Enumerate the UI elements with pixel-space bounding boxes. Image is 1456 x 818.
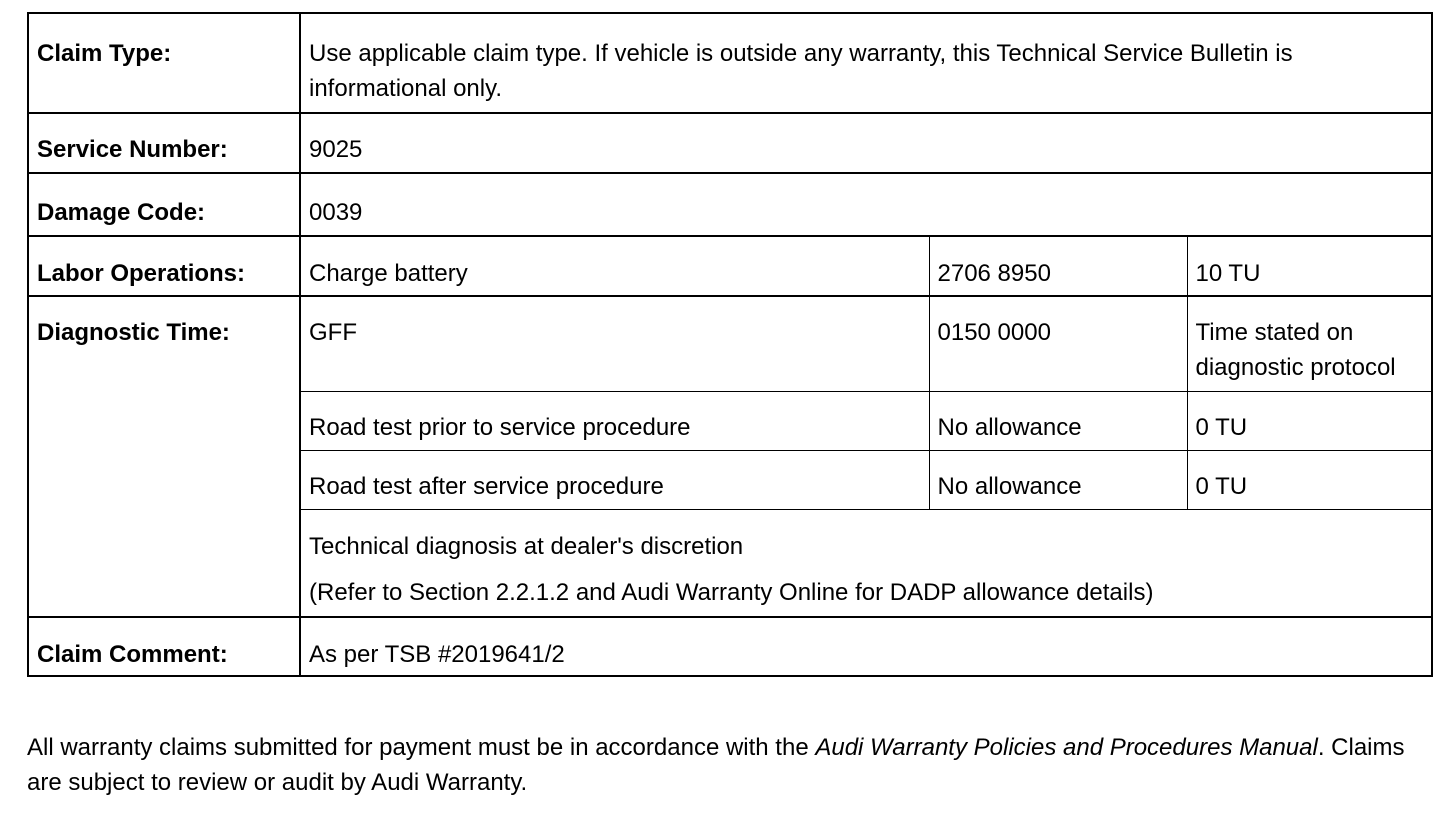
diagnostic-code: 0150 0000 xyxy=(929,296,1187,392)
claim-comment-label: Claim Comment: xyxy=(28,617,300,676)
warranty-claim-table xyxy=(27,12,1433,677)
claim-type-row xyxy=(28,13,1432,113)
road-test-after-code: No allowance xyxy=(929,451,1187,510)
technical-diagnosis-note xyxy=(300,510,1432,618)
diagnostic-time-row xyxy=(28,296,1432,392)
claim-type-value: Use applicable claim type. If vehicle is outside any warranty, this Technical Service Bulletin is informational only. xyxy=(300,13,1432,113)
road-test-after-time: 0 TU xyxy=(1187,451,1432,510)
claim-comment-row xyxy=(28,617,1432,676)
labor-operations-label: Labor Operations: xyxy=(28,236,300,296)
warranty-manual-title: Audi Warranty Policies and Procedures Manual xyxy=(815,734,1318,761)
technical-diagnosis-line: Technical diagnosis at dealer's discretion xyxy=(309,533,744,560)
claim-type-label: Claim Type: xyxy=(28,13,300,113)
labor-operation-time: 10 TU xyxy=(1187,236,1432,296)
damage-code-row xyxy=(28,173,1432,236)
diagnostic-time-value: Time stated on diagnostic protocol xyxy=(1187,296,1432,392)
diagnostic-time-label: Diagnostic Time: xyxy=(28,296,300,617)
road-test-prior-time: 0 TU xyxy=(1187,392,1432,451)
labor-operation-description: Charge battery xyxy=(300,236,929,296)
diagnostic-description: GFF xyxy=(300,296,929,392)
service-number-label: Service Number: xyxy=(28,113,300,173)
damage-code-label: Damage Code: xyxy=(28,173,300,236)
footer-text-before: All warranty claims submitted for payment must be in accordance with the xyxy=(27,734,816,761)
dadp-reference-line: (Refer to Section 2.2.1.2 and Audi Warranty Online for DADP allowance details) xyxy=(309,579,1154,606)
labor-operations-row xyxy=(28,236,1432,296)
service-number-row xyxy=(28,113,1432,173)
warranty-footer-note xyxy=(27,730,1437,800)
service-number-value: 9025 xyxy=(300,113,1432,173)
road-test-prior-description: Road test prior to service procedure xyxy=(300,392,929,451)
labor-operation-code: 2706 8950 xyxy=(929,236,1187,296)
claim-comment-value: As per TSB #2019641/2 xyxy=(300,617,1432,676)
road-test-after-description: Road test after service procedure xyxy=(300,451,929,510)
footer-text-after: . Claims are subject to review or audit by Audi Warranty. xyxy=(27,734,1405,796)
road-test-prior-code: No allowance xyxy=(929,392,1187,451)
damage-code-value: 0039 xyxy=(300,173,1432,236)
